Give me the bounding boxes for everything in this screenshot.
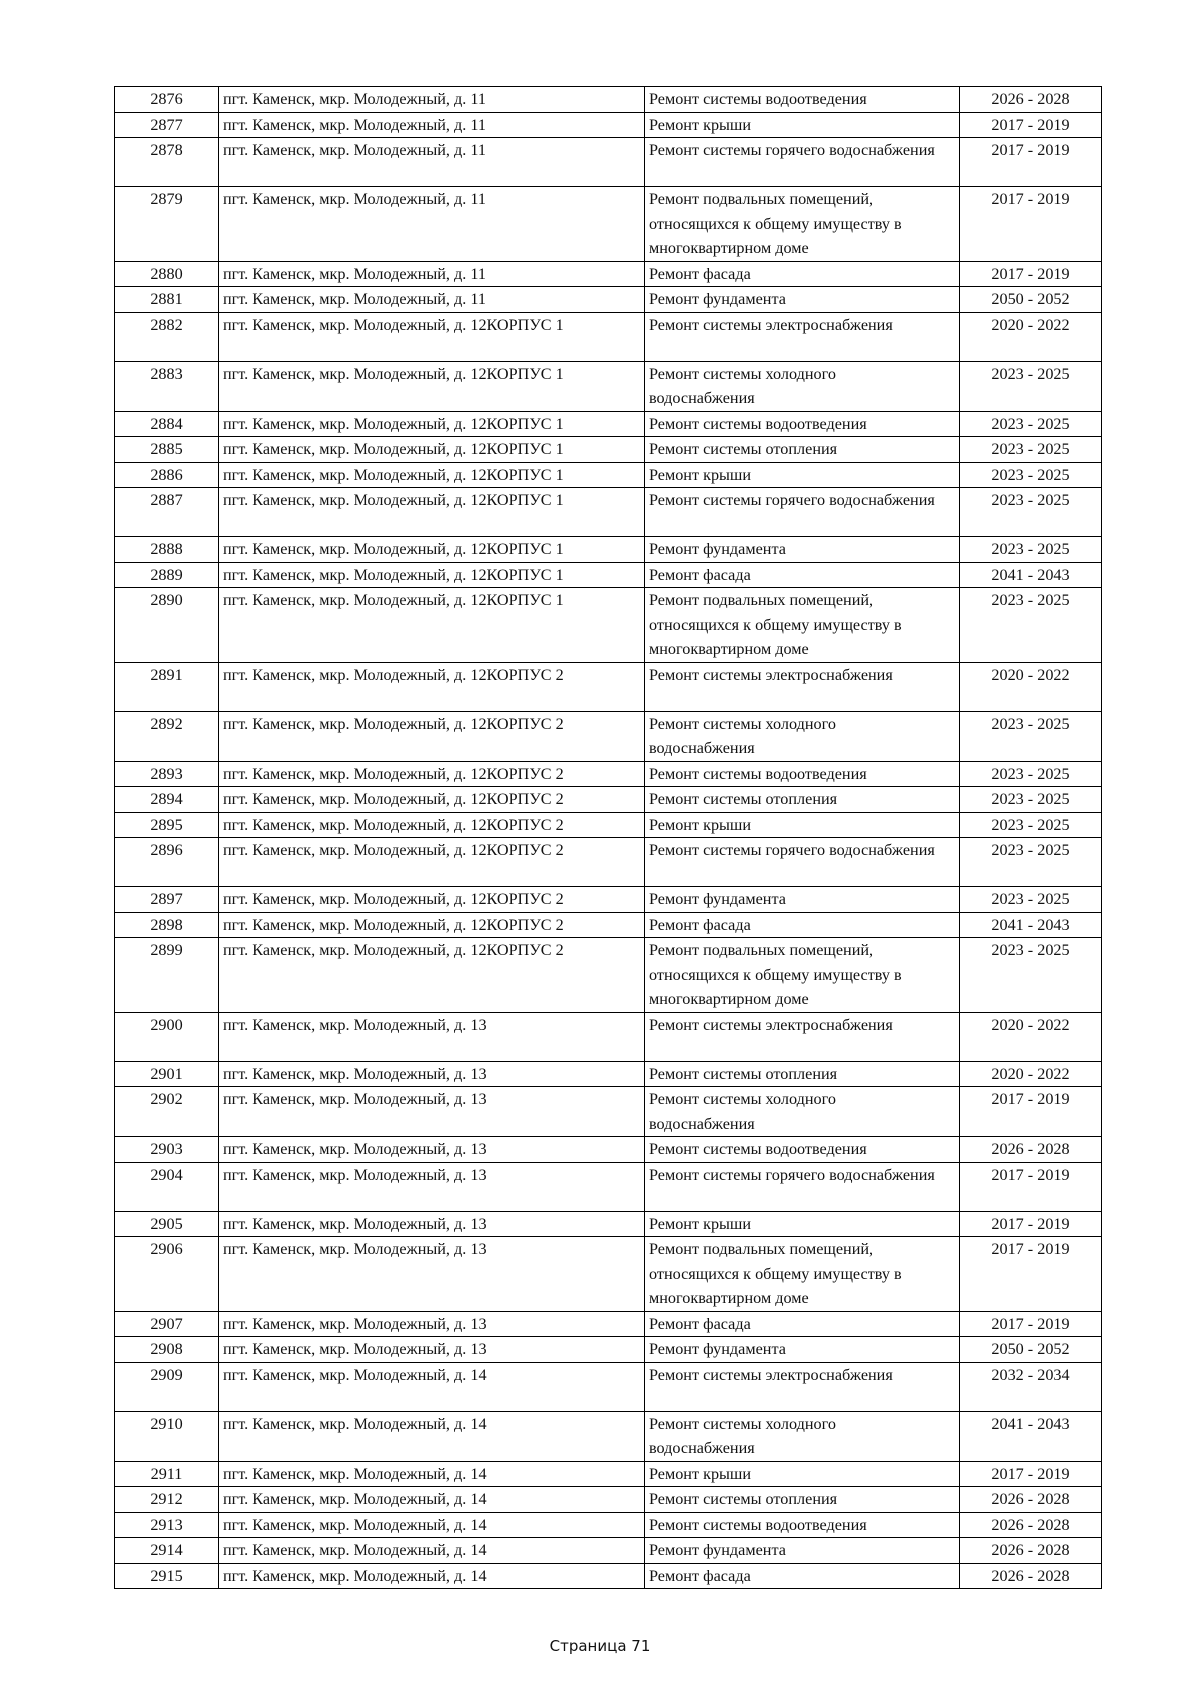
row-number-cell: 2903 — [115, 1137, 219, 1163]
period-cell: 2023 - 2025 — [960, 462, 1102, 488]
period-cell: 2041 - 2043 — [960, 562, 1102, 588]
row-number-cell: 2896 — [115, 838, 219, 887]
table-row — [115, 112, 1102, 138]
row-number-cell: 2914 — [115, 1538, 219, 1564]
work-type-cell: Ремонт системы отопления — [645, 1061, 960, 1087]
table-row — [115, 187, 1102, 262]
table-row — [115, 138, 1102, 187]
table-row — [115, 1061, 1102, 1087]
table-row — [115, 312, 1102, 361]
address-cell: пгт. Каменск, мкр. Молодежный, д. 12КОРПУС 1 — [219, 437, 645, 463]
table-row — [115, 938, 1102, 1013]
period-cell: 2017 - 2019 — [960, 1211, 1102, 1237]
work-type-cell: Ремонт крыши — [645, 1461, 960, 1487]
table-row — [115, 488, 1102, 537]
table-row — [115, 1337, 1102, 1363]
row-number-cell: 2879 — [115, 187, 219, 262]
period-cell: 2017 - 2019 — [960, 1162, 1102, 1211]
address-cell: пгт. Каменск, мкр. Молодежный, д. 14 — [219, 1411, 645, 1461]
row-number-cell: 2904 — [115, 1162, 219, 1211]
table-row — [115, 1461, 1102, 1487]
table-row — [115, 1538, 1102, 1564]
address-cell: пгт. Каменск, мкр. Молодежный, д. 13 — [219, 1012, 645, 1061]
repair-schedule-table — [114, 86, 1102, 1589]
address-cell: пгт. Каменск, мкр. Молодежный, д. 13 — [219, 1087, 645, 1137]
work-type-cell: Ремонт системы холодного водоснабжения — [645, 711, 960, 761]
row-number-cell: 2890 — [115, 588, 219, 663]
work-type-cell: Ремонт системы водоотведения — [645, 1137, 960, 1163]
table-row — [115, 1362, 1102, 1411]
address-cell: пгт. Каменск, мкр. Молодежный, д. 11 — [219, 112, 645, 138]
period-cell: 2023 - 2025 — [960, 938, 1102, 1013]
address-cell: пгт. Каменск, мкр. Молодежный, д. 14 — [219, 1563, 645, 1589]
period-cell: 2023 - 2025 — [960, 711, 1102, 761]
row-number-cell: 2883 — [115, 361, 219, 411]
work-type-cell: Ремонт системы отопления — [645, 437, 960, 463]
period-cell: 2020 - 2022 — [960, 1061, 1102, 1087]
table-row — [115, 711, 1102, 761]
table-row — [115, 838, 1102, 887]
row-number-cell: 2913 — [115, 1512, 219, 1538]
table-row — [115, 562, 1102, 588]
table-row — [115, 1411, 1102, 1461]
work-type-cell: Ремонт фундамента — [645, 1538, 960, 1564]
row-number-cell: 2893 — [115, 761, 219, 787]
work-type-cell: Ремонт системы холодного водоснабжения — [645, 1087, 960, 1137]
table-row — [115, 87, 1102, 113]
work-type-cell: Ремонт системы водоотведения — [645, 411, 960, 437]
period-cell: 2041 - 2043 — [960, 1411, 1102, 1461]
row-number-cell: 2910 — [115, 1411, 219, 1461]
period-cell: 2023 - 2025 — [960, 411, 1102, 437]
table-row — [115, 912, 1102, 938]
work-type-cell: Ремонт крыши — [645, 812, 960, 838]
row-number-cell: 2892 — [115, 711, 219, 761]
work-type-cell: Ремонт фасада — [645, 261, 960, 287]
table-row — [115, 537, 1102, 563]
period-cell: 2032 - 2034 — [960, 1362, 1102, 1411]
work-type-cell: Ремонт фасада — [645, 1563, 960, 1589]
address-cell: пгт. Каменск, мкр. Молодежный, д. 13 — [219, 1337, 645, 1363]
row-number-cell: 2881 — [115, 287, 219, 313]
work-type-cell: Ремонт подвальных помещений, относящихся к общему имуществу в многоквартирном доме — [645, 187, 960, 262]
work-type-cell: Ремонт фундамента — [645, 1337, 960, 1363]
row-number-cell: 2891 — [115, 662, 219, 711]
table-row — [115, 261, 1102, 287]
row-number-cell: 2899 — [115, 938, 219, 1013]
work-type-cell: Ремонт системы горячего водоснабжения — [645, 838, 960, 887]
work-type-cell: Ремонт системы холодного водоснабжения — [645, 1411, 960, 1461]
row-number-cell: 2906 — [115, 1237, 219, 1312]
row-number-cell: 2877 — [115, 112, 219, 138]
period-cell: 2023 - 2025 — [960, 787, 1102, 813]
period-cell: 2020 - 2022 — [960, 312, 1102, 361]
period-cell: 2023 - 2025 — [960, 812, 1102, 838]
work-type-cell: Ремонт крыши — [645, 462, 960, 488]
row-number-cell: 2901 — [115, 1061, 219, 1087]
row-number-cell: 2897 — [115, 887, 219, 913]
row-number-cell: 2900 — [115, 1012, 219, 1061]
table-row — [115, 1237, 1102, 1312]
row-number-cell: 2905 — [115, 1211, 219, 1237]
row-number-cell: 2880 — [115, 261, 219, 287]
address-cell: пгт. Каменск, мкр. Молодежный, д. 11 — [219, 287, 645, 313]
table-row — [115, 812, 1102, 838]
period-cell: 2017 - 2019 — [960, 1237, 1102, 1312]
work-type-cell: Ремонт системы отопления — [645, 1487, 960, 1513]
period-cell: 2026 - 2028 — [960, 1137, 1102, 1163]
table-row — [115, 1487, 1102, 1513]
row-number-cell: 2887 — [115, 488, 219, 537]
work-type-cell: Ремонт подвальных помещений, относящихся к общему имуществу в многоквартирном доме — [645, 588, 960, 663]
address-cell: пгт. Каменск, мкр. Молодежный, д. 12КОРПУС 1 — [219, 312, 645, 361]
work-type-cell: Ремонт подвальных помещений, относящихся к общему имуществу в многоквартирном доме — [645, 1237, 960, 1312]
work-type-cell: Ремонт фундамента — [645, 287, 960, 313]
row-number-cell: 2898 — [115, 912, 219, 938]
period-cell: 2041 - 2043 — [960, 912, 1102, 938]
table-row — [115, 1211, 1102, 1237]
table-row — [115, 361, 1102, 411]
table-row — [115, 462, 1102, 488]
period-cell: 2026 - 2028 — [960, 1487, 1102, 1513]
address-cell: пгт. Каменск, мкр. Молодежный, д. 11 — [219, 87, 645, 113]
table-body — [115, 87, 1102, 1589]
work-type-cell: Ремонт крыши — [645, 1211, 960, 1237]
period-cell: 2023 - 2025 — [960, 488, 1102, 537]
address-cell: пгт. Каменск, мкр. Молодежный, д. 11 — [219, 261, 645, 287]
period-cell: 2026 - 2028 — [960, 1538, 1102, 1564]
period-cell: 2023 - 2025 — [960, 761, 1102, 787]
table-row — [115, 287, 1102, 313]
address-cell: пгт. Каменск, мкр. Молодежный, д. 14 — [219, 1487, 645, 1513]
row-number-cell: 2912 — [115, 1487, 219, 1513]
address-cell: пгт. Каменск, мкр. Молодежный, д. 12КОРПУС 2 — [219, 912, 645, 938]
table-row — [115, 1162, 1102, 1211]
address-cell: пгт. Каменск, мкр. Молодежный, д. 12КОРПУС 1 — [219, 488, 645, 537]
period-cell: 2017 - 2019 — [960, 1311, 1102, 1337]
address-cell: пгт. Каменск, мкр. Молодежный, д. 12КОРПУС 2 — [219, 938, 645, 1013]
table-row — [115, 761, 1102, 787]
address-cell: пгт. Каменск, мкр. Молодежный, д. 12КОРПУС 1 — [219, 562, 645, 588]
period-cell: 2017 - 2019 — [960, 1087, 1102, 1137]
period-cell: 2017 - 2019 — [960, 187, 1102, 262]
period-cell: 2026 - 2028 — [960, 87, 1102, 113]
address-cell: пгт. Каменск, мкр. Молодежный, д. 12КОРПУС 2 — [219, 787, 645, 813]
table-row — [115, 411, 1102, 437]
row-number-cell: 2886 — [115, 462, 219, 488]
row-number-cell: 2876 — [115, 87, 219, 113]
period-cell: 2023 - 2025 — [960, 838, 1102, 887]
work-type-cell: Ремонт системы холодного водоснабжения — [645, 361, 960, 411]
table-row — [115, 588, 1102, 663]
address-cell: пгт. Каменск, мкр. Молодежный, д. 12КОРПУС 2 — [219, 838, 645, 887]
address-cell: пгт. Каменск, мкр. Молодежный, д. 12КОРПУС 2 — [219, 662, 645, 711]
row-number-cell: 2895 — [115, 812, 219, 838]
work-type-cell: Ремонт системы электроснабжения — [645, 1012, 960, 1061]
work-type-cell: Ремонт фундамента — [645, 537, 960, 563]
table-row — [115, 662, 1102, 711]
address-cell: пгт. Каменск, мкр. Молодежный, д. 14 — [219, 1538, 645, 1564]
address-cell: пгт. Каменск, мкр. Молодежный, д. 13 — [219, 1137, 645, 1163]
row-number-cell: 2889 — [115, 562, 219, 588]
work-type-cell: Ремонт крыши — [645, 112, 960, 138]
work-type-cell: Ремонт системы горячего водоснабжения — [645, 138, 960, 187]
row-number-cell: 2885 — [115, 437, 219, 463]
work-type-cell: Ремонт фасада — [645, 912, 960, 938]
address-cell: пгт. Каменск, мкр. Молодежный, д. 13 — [219, 1311, 645, 1337]
period-cell: 2020 - 2022 — [960, 662, 1102, 711]
period-cell: 2023 - 2025 — [960, 537, 1102, 563]
row-number-cell: 2882 — [115, 312, 219, 361]
period-cell: 2023 - 2025 — [960, 437, 1102, 463]
table-row — [115, 1087, 1102, 1137]
period-cell: 2026 - 2028 — [960, 1512, 1102, 1538]
period-cell: 2017 - 2019 — [960, 112, 1102, 138]
address-cell: пгт. Каменск, мкр. Молодежный, д. 12КОРПУС 1 — [219, 537, 645, 563]
address-cell: пгт. Каменск, мкр. Молодежный, д. 13 — [219, 1211, 645, 1237]
work-type-cell: Ремонт системы электроснабжения — [645, 662, 960, 711]
work-type-cell: Ремонт системы электроснабжения — [645, 1362, 960, 1411]
period-cell: 2026 - 2028 — [960, 1563, 1102, 1589]
period-cell: 2023 - 2025 — [960, 361, 1102, 411]
address-cell: пгт. Каменск, мкр. Молодежный, д. 12КОРПУС 2 — [219, 812, 645, 838]
row-number-cell: 2907 — [115, 1311, 219, 1337]
work-type-cell: Ремонт системы водоотведения — [645, 1512, 960, 1538]
address-cell: пгт. Каменск, мкр. Молодежный, д. 14 — [219, 1362, 645, 1411]
address-cell: пгт. Каменск, мкр. Молодежный, д. 11 — [219, 187, 645, 262]
address-cell: пгт. Каменск, мкр. Молодежный, д. 13 — [219, 1061, 645, 1087]
address-cell: пгт. Каменск, мкр. Молодежный, д. 12КОРПУС 1 — [219, 361, 645, 411]
work-type-cell: Ремонт системы горячего водоснабжения — [645, 1162, 960, 1211]
work-type-cell: Ремонт системы отопления — [645, 787, 960, 813]
row-number-cell: 2878 — [115, 138, 219, 187]
row-number-cell: 2902 — [115, 1087, 219, 1137]
period-cell: 2017 - 2019 — [960, 138, 1102, 187]
period-cell: 2050 - 2052 — [960, 287, 1102, 313]
table-row — [115, 437, 1102, 463]
table-row — [115, 1311, 1102, 1337]
address-cell: пгт. Каменск, мкр. Молодежный, д. 13 — [219, 1237, 645, 1312]
address-cell: пгт. Каменск, мкр. Молодежный, д. 12КОРПУС 1 — [219, 462, 645, 488]
row-number-cell: 2888 — [115, 537, 219, 563]
table-row — [115, 1012, 1102, 1061]
work-type-cell: Ремонт фундамента — [645, 887, 960, 913]
table-row — [115, 1137, 1102, 1163]
table-row — [115, 1563, 1102, 1589]
work-type-cell: Ремонт системы электроснабжения — [645, 312, 960, 361]
period-cell: 2017 - 2019 — [960, 1461, 1102, 1487]
period-cell: 2023 - 2025 — [960, 588, 1102, 663]
row-number-cell: 2909 — [115, 1362, 219, 1411]
work-type-cell: Ремонт фасада — [645, 1311, 960, 1337]
work-type-cell: Ремонт системы горячего водоснабжения — [645, 488, 960, 537]
table-row — [115, 887, 1102, 913]
address-cell: пгт. Каменск, мкр. Молодежный, д. 14 — [219, 1461, 645, 1487]
work-type-cell: Ремонт системы водоотведения — [645, 761, 960, 787]
row-number-cell: 2884 — [115, 411, 219, 437]
address-cell: пгт. Каменск, мкр. Молодежный, д. 12КОРПУС 2 — [219, 761, 645, 787]
row-number-cell: 2911 — [115, 1461, 219, 1487]
address-cell: пгт. Каменск, мкр. Молодежный, д. 14 — [219, 1512, 645, 1538]
address-cell: пгт. Каменск, мкр. Молодежный, д. 12КОРПУС 1 — [219, 588, 645, 663]
period-cell: 2050 - 2052 — [960, 1337, 1102, 1363]
row-number-cell: 2894 — [115, 787, 219, 813]
period-cell: 2020 - 2022 — [960, 1012, 1102, 1061]
address-cell: пгт. Каменск, мкр. Молодежный, д. 11 — [219, 138, 645, 187]
period-cell: 2023 - 2025 — [960, 887, 1102, 913]
period-cell: 2017 - 2019 — [960, 261, 1102, 287]
row-number-cell: 2908 — [115, 1337, 219, 1363]
address-cell: пгт. Каменск, мкр. Молодежный, д. 12КОРПУС 2 — [219, 711, 645, 761]
address-cell: пгт. Каменск, мкр. Молодежный, д. 13 — [219, 1162, 645, 1211]
work-type-cell: Ремонт системы водоотведения — [645, 87, 960, 113]
table-row — [115, 787, 1102, 813]
work-type-cell: Ремонт подвальных помещений, относящихся к общему имуществу в многоквартирном доме — [645, 938, 960, 1013]
address-cell: пгт. Каменск, мкр. Молодежный, д. 12КОРПУС 1 — [219, 411, 645, 437]
page-number: Страница 71 — [549, 1637, 651, 1655]
row-number-cell: 2915 — [115, 1563, 219, 1589]
address-cell: пгт. Каменск, мкр. Молодежный, д. 12КОРПУС 2 — [219, 887, 645, 913]
work-type-cell: Ремонт фасада — [645, 562, 960, 588]
table-row — [115, 1512, 1102, 1538]
